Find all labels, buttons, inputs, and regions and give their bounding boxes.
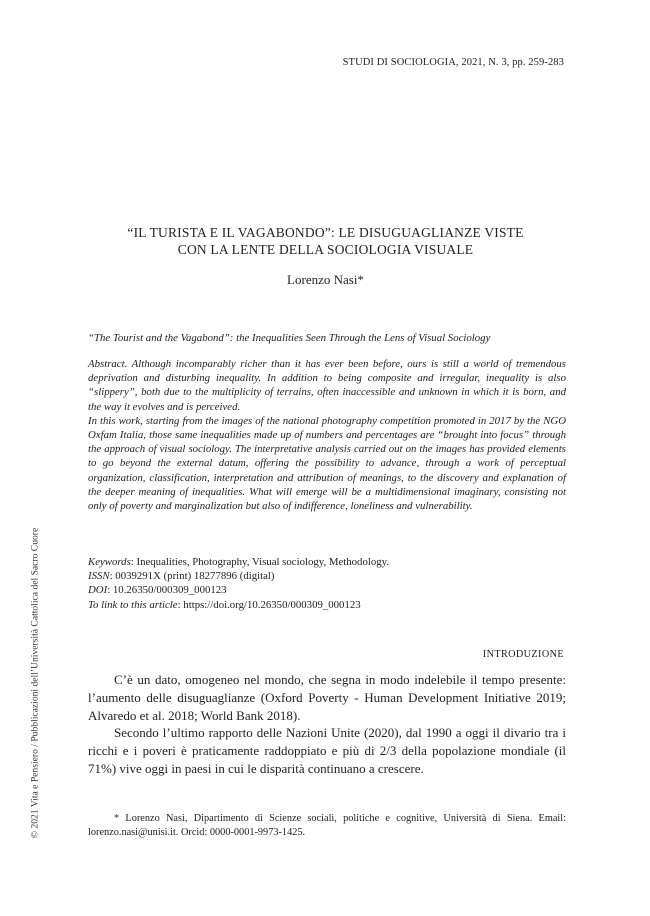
journal-header: STUDI DI SOCIOLOGIA, 2021, N. 3, pp. 259-283 — [342, 57, 564, 68]
article-metadata — [88, 555, 566, 612]
doi-value: : 10.26350/000309_000123 — [107, 584, 227, 597]
body-text — [88, 661, 566, 778]
abstract-paragraph-1: Abstract. Although incomparably richer than it has ever been before, ours is still a world of tremendous deprivation and disturbing inequality. In addition to being composite and irregular, inequality is also “slippery”, both due to the multiplicity of terrains, often inaccessible and unknown in which it is born, and the way it evolves and is perceived. — [88, 358, 566, 413]
issn-line — [88, 569, 566, 583]
copyright-sidebar — [27, 487, 43, 879]
issn-label: ISSN — [88, 570, 110, 583]
article-title-line-2: CON LA LENTE DELLA SOCIOLOGIA VISUALE — [177, 241, 474, 257]
article-title — [88, 225, 563, 258]
link-value[interactable]: : https://doi.org/10.26350/000309_000123 — [177, 598, 361, 611]
abstract — [88, 357, 566, 513]
keywords-label: Keywords — [88, 556, 131, 568]
link-line — [88, 598, 566, 612]
body-paragraph-1: C’è un dato, omogeneo nel mondo, che segna in modo indelebile il tempo presente: l’aumento delle disuguaglianze (Oxford Poverty - Human Development Initiative 2019; Alvaredo et al. 2018; World Bank 2018). — [88, 672, 566, 723]
author-footnote: * Lorenzo Nasi, Dipartimento di Scienze sociali, politiche e cognitive, Università di Siena. Email: lorenzo.nasi@unisi.it. Orcid: 0000-0001-9973-1425. — [88, 813, 566, 838]
english-title: “The Tourist and the Vagabond”: the Inequalities Seen Through the Lens of Visual Sociology — [88, 332, 491, 344]
doi-line — [88, 583, 566, 597]
keywords-value: : Inequalities, Photography, Visual sociology, Methodology. — [130, 556, 390, 568]
author-name: Lorenzo Nasi* — [287, 272, 364, 287]
issn-value: : 0039291X (print) 18277896 (digital) — [109, 570, 275, 583]
article-title-line-1: “IL TURISTA E IL VAGABONDO”: LE DISUGUAGLIANZE VISTE — [127, 225, 524, 240]
doi-label: DOI — [88, 584, 108, 597]
keywords-line — [88, 555, 566, 569]
body-paragraph-2: Secondo l’ultimo rapporto delle Nazioni Unite (2020), dal 1990 a oggi il divario tra i ricchi e i poveri è praticamente raddoppiato e più di 2/3 della popolazione mondiale (il 71%) vive oggi in paesi in cui le disparità continuano a crescere. — [88, 725, 566, 776]
copyright-text: © 2021 Vita e Pensiero / Pubblicazioni dell’Università Cattolica del Sacro Cuore — [29, 527, 41, 839]
abstract-paragraph-2: In this work, starting from the images of the national photography competition promoted in 2017 by the NGO Oxfam Italia, those same inequalities made up of numbers and percentages are “brought into focus” through the approach of visual sociology. The interpretative analysis carried out on the images has provided elements to go beyond the external datum, offering the possibility to advance, through a work of perceptual organization, classification, interpretation and attribution of meanings, to the discovery and explanation of the deeper meaning of inequalities. What will emerge will be a multidimensional imaginary, consisting not only of poverty and marginalization but also of indifference, loneliness and vulnerability. — [88, 414, 566, 513]
section-heading: INTRODUZIONE — [482, 649, 564, 660]
link-label: To link to this article — [88, 598, 178, 611]
